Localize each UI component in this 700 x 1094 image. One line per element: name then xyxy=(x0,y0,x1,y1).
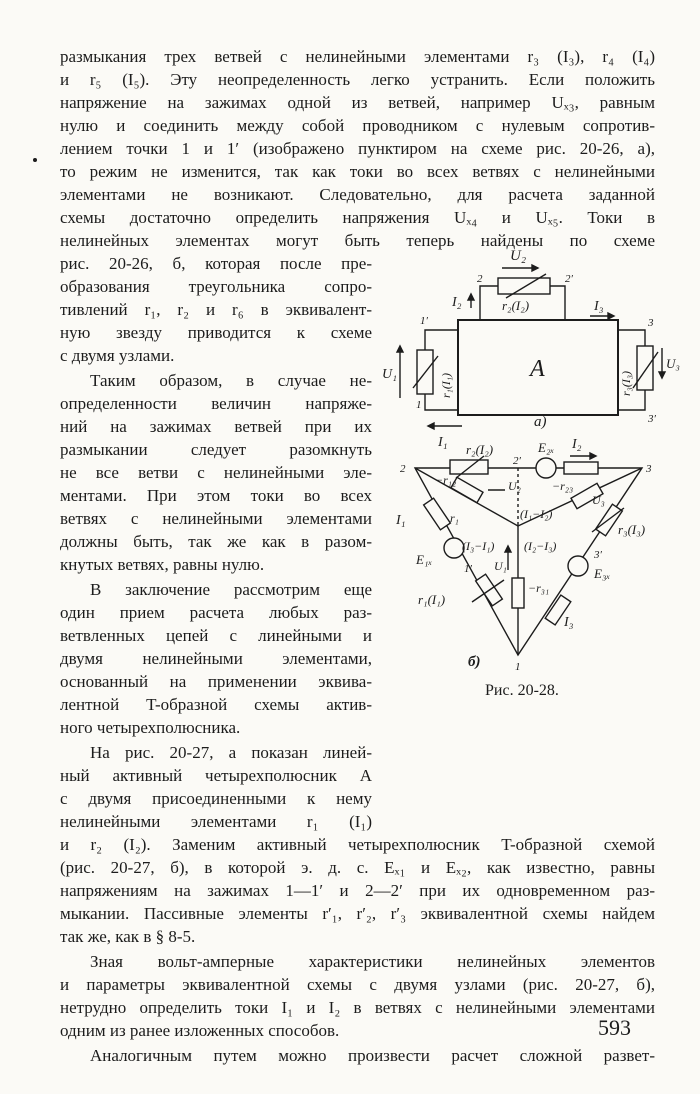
u2-arrowhead xyxy=(532,265,538,271)
node-1p: 1′ xyxy=(420,315,428,327)
r1nl-label: r₁(I₁) xyxy=(418,592,446,607)
text-line: мыкании. Пассивные элементы r′₁, r′₂, r′₃ эквивалентной схемы найдем xyxy=(60,904,655,923)
text-line: нулю и соединить между собой проводником с нулевым сопротив- xyxy=(60,116,655,135)
u2-label: U₂ xyxy=(510,248,527,264)
node-3p-b: 3′ xyxy=(594,549,602,561)
node-3-b: 3 xyxy=(646,463,652,475)
i3-label-b: I₃ xyxy=(564,615,574,630)
u1-label: U₁ xyxy=(382,367,397,382)
u3-label: U₃ xyxy=(666,356,680,371)
i2-label-b: I₂ xyxy=(572,437,582,452)
text-line: Таким образом, в случае не- xyxy=(90,371,372,390)
text-line: кнутых ветвях, равны нулю. xyxy=(60,555,265,574)
text-line: элементами не возникают. Следовательно, для расчета заданной xyxy=(60,185,655,204)
figure-part-b xyxy=(395,437,652,673)
text-line: ментами. При этом токи во всех xyxy=(60,486,372,505)
text-line: двумя нелинейными элементами, xyxy=(60,649,372,668)
circuit-figure xyxy=(380,228,680,708)
u1-arrowhead-b xyxy=(505,546,511,552)
triangle-outline xyxy=(415,468,642,655)
text-line: и r₂ (I₂). Заменим активный четырехполюсник T-образной схемой xyxy=(60,835,655,854)
text-line: нелинейных элементах могут быть теперь найдены по схеме xyxy=(60,231,655,250)
i1-arrowhead xyxy=(428,423,434,429)
node-2p: 2′ xyxy=(565,273,573,285)
figure-part-a xyxy=(382,248,680,450)
text-line: ного четырехполюсника. xyxy=(60,718,241,737)
node-1: 1 xyxy=(416,399,422,411)
text-line: ний на зажимах ветвей при их xyxy=(60,417,372,436)
r3-label: r₃(I₃) xyxy=(619,370,633,396)
text-line: то режим не изменится, так как токи во всех ветвях с нелинейными xyxy=(60,162,655,181)
text-line: ный активный четырехполюсник A xyxy=(60,766,372,785)
text-line: (рис. 20-27, б), в которой э. д. с. Eₓ₁ и Eₓ₂, как известно, равны xyxy=(60,858,655,877)
resistor-r31 xyxy=(512,578,524,608)
r2-label-b: r₂(I₂) xyxy=(466,442,494,457)
text-line: лением точки 1 и 1′ (изображено пунктиром на схеме рис. 20-26, а), xyxy=(60,139,655,158)
i2-arrowhead-b xyxy=(590,453,596,459)
text-line: не все ветви с нелинейными эле- xyxy=(60,463,372,482)
text-line: нелинейными элементами r₁ (I₁) xyxy=(60,812,372,831)
e3x-label: E₃ₓ xyxy=(594,566,611,581)
r12-label: −r₁₂ xyxy=(435,473,457,487)
text-line: ветвленных цепей с линейными и xyxy=(60,626,372,645)
i3-label: I₃ xyxy=(594,299,604,314)
resistor-r3 xyxy=(637,346,653,390)
text-line: В заключение рассмотрим еще xyxy=(90,580,372,599)
u3-arrowhead xyxy=(659,372,665,378)
text-line: с двумя присоединенными к нему xyxy=(60,789,372,808)
r2-label: r₂(I₂) xyxy=(502,298,530,313)
node-1p-b: 1′ xyxy=(464,563,472,575)
text-line: схемы достаточно определить напряжения Uₓ₄ и Uₓ₅. Токи в xyxy=(60,208,655,227)
i2-arrowhead xyxy=(468,294,474,300)
text-line: ную звезду приводится к схеме xyxy=(60,323,372,342)
i1-label-b: I₁ xyxy=(396,513,406,528)
node-3: 3 xyxy=(648,317,654,329)
text-line: лентной T-образной схемы актив- xyxy=(60,695,372,714)
r3-label-b: r₃(I₃) xyxy=(618,522,646,537)
i3-arrowhead xyxy=(608,313,614,319)
i1-label: I₁ xyxy=(438,435,448,450)
r1-label: r₁(I₁) xyxy=(439,372,453,398)
r23-label: −r₂₃ xyxy=(552,479,574,493)
node-1-b: 1 xyxy=(515,661,521,673)
text-line: и параметры эквивалентной схемы с двумя узлами (рис. 20-27, б), xyxy=(60,975,655,994)
e1x-label: E₁ₓ xyxy=(416,552,433,567)
text-line: размыкании следует разомкнуть xyxy=(60,440,372,459)
resistor-r2 xyxy=(498,278,550,294)
text-line: одним из ранее изложенных способов. xyxy=(60,1021,340,1040)
u3-label-b: U₃ xyxy=(592,493,605,507)
u1-arrowhead xyxy=(397,346,403,352)
u1-label-b: U₁ xyxy=(494,559,507,573)
r31-label: −r₃₁ xyxy=(528,581,550,595)
text-line: основанный на применении эквива- xyxy=(60,672,372,691)
source-e3x xyxy=(568,556,588,576)
text-line: На рис. 20-27, а показан линей- xyxy=(90,743,372,762)
resistor-r23-top xyxy=(564,462,598,474)
text-line: Зная вольт-амперные характеристики нелинейных элементов xyxy=(90,952,655,971)
text-line: один прием расчета любых раз- xyxy=(60,603,372,622)
text-line: образования треугольника сопро- xyxy=(60,277,372,296)
text-line: и r₅ (I₅). Эту неопределенность легко устранить. Если положить xyxy=(60,70,655,89)
source-e2x xyxy=(536,458,556,478)
u2-label-b: U₂ xyxy=(508,479,521,493)
text-line: определенности величин напряже- xyxy=(60,394,372,413)
text-line xyxy=(60,1071,655,1072)
subfigure-a-label: а) xyxy=(534,414,547,430)
node-2p-b: 2′ xyxy=(513,455,521,467)
text-line: ветвях с нелинейными элементами xyxy=(60,509,372,528)
text-line: размыкания трех ветвей с нелинейными элементами r₃ (I₃), r₄ (I₄) xyxy=(60,47,655,66)
r1-label-b: r₁ xyxy=(450,511,459,525)
i1i2-label: (I₁−I₂) xyxy=(520,507,553,521)
resistor-r1-b xyxy=(424,498,451,530)
margin-dot xyxy=(33,158,37,162)
node-2: 2 xyxy=(477,273,483,285)
text-line: напряжениям на зажимах 1—1′ и 2—2′ при их одновременном раз- xyxy=(60,881,655,900)
node-2-b: 2 xyxy=(400,463,406,475)
figure-caption: Рис. 20-28. xyxy=(485,682,559,699)
i2i3-label: (I₂−I₃) xyxy=(524,539,557,553)
node-3p: 3′ xyxy=(648,413,656,425)
i2-label: I₂ xyxy=(452,295,462,310)
text-line: тивлений r₁, r₂ и r₆ в эквивалент- xyxy=(60,300,372,319)
subfigure-b-label: б) xyxy=(468,654,481,670)
e2x-label: E₂ₓ xyxy=(538,440,555,455)
text-line: с двумя узлами. xyxy=(60,346,175,365)
text-line: напряжение на зажимах одной из ветвей, например Uₓ₃, равным xyxy=(60,93,655,112)
i3i1-label: (I₃−I₁) xyxy=(462,539,495,553)
block-label: A xyxy=(530,356,545,382)
text-line: Аналогичным путем можно произвести расчет сложной развет- xyxy=(90,1046,655,1065)
text-line: рис. 20-26, б, которая после пре- xyxy=(60,254,372,273)
source-e1x xyxy=(444,538,464,558)
text-line: нетрудно определить токи I₁ и I₂ в ветвях с нелинейными элементами xyxy=(60,998,655,1017)
text-line: так же, как в § 8-5. xyxy=(60,927,196,946)
text-line: должны быть, так же как в разом- xyxy=(60,532,372,551)
page-number: 593 xyxy=(598,1015,631,1040)
